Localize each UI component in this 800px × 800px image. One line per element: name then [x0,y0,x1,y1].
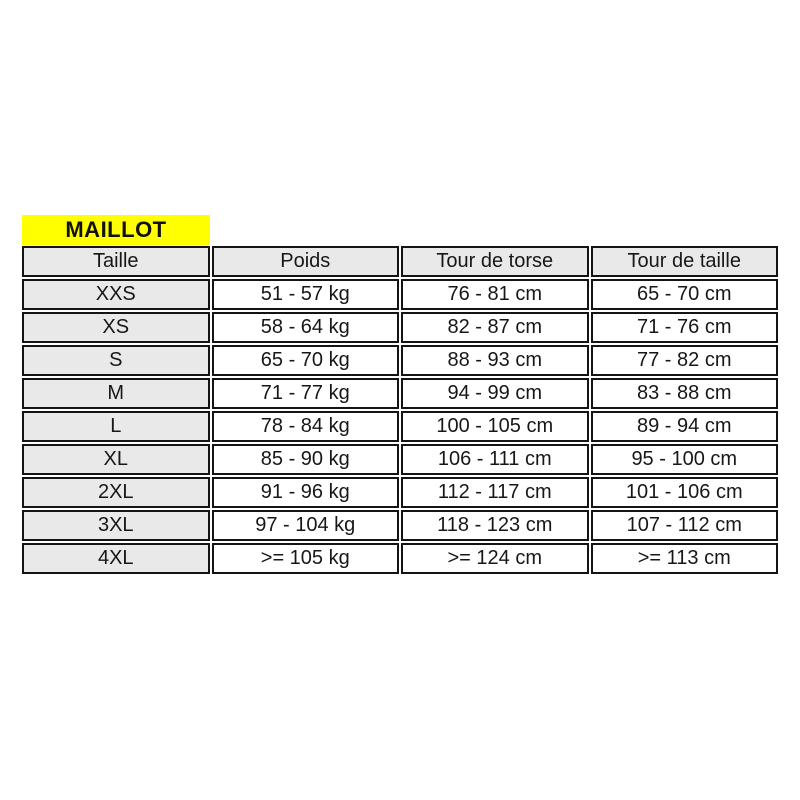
value-cell: 100 - 105 cm [401,411,589,442]
size-cell: 4XL [22,543,210,574]
size-cell: XL [22,444,210,475]
size-cell: M [22,378,210,409]
value-cell: 77 - 82 cm [591,345,779,376]
table-row [22,510,778,541]
value-cell: >= 124 cm [401,543,589,574]
table-row [22,378,778,409]
value-cell: 101 - 106 cm [591,477,779,508]
table-row [22,411,778,442]
size-cell: 3XL [22,510,210,541]
table-row [22,312,778,343]
header-cell-3: Tour de taille [591,246,779,277]
value-cell: 65 - 70 cm [591,279,779,310]
value-cell: 85 - 90 kg [212,444,400,475]
value-cell: 51 - 57 kg [212,279,400,310]
size-cell: XXS [22,279,210,310]
header-cell-1: Poids [212,246,400,277]
size-cell: XS [22,312,210,343]
header-cell-2: Tour de torse [401,246,589,277]
value-cell: 97 - 104 kg [212,510,400,541]
value-cell: 112 - 117 cm [401,477,589,508]
value-cell: 118 - 123 cm [401,510,589,541]
value-cell: 58 - 64 kg [212,312,400,343]
value-cell: 71 - 76 cm [591,312,779,343]
table-row [22,279,778,310]
table-row [22,444,778,475]
value-cell: 106 - 111 cm [401,444,589,475]
header-cell-0: Taille [22,246,210,277]
value-cell: 65 - 70 kg [212,345,400,376]
table-title: MAILLOT [22,215,210,245]
table-row [22,543,778,574]
value-cell: 76 - 81 cm [401,279,589,310]
size-cell: S [22,345,210,376]
value-cell: 88 - 93 cm [401,345,589,376]
header-row [22,246,778,277]
table-row [22,345,778,376]
table-row [22,477,778,508]
value-cell: 82 - 87 cm [401,312,589,343]
size-cell: 2XL [22,477,210,508]
value-cell: 78 - 84 kg [212,411,400,442]
value-cell: 94 - 99 cm [401,378,589,409]
value-cell: >= 113 cm [591,543,779,574]
size-chart-table [20,244,780,576]
value-cell: 83 - 88 cm [591,378,779,409]
value-cell: 107 - 112 cm [591,510,779,541]
size-cell: L [22,411,210,442]
value-cell: 89 - 94 cm [591,411,779,442]
value-cell: 95 - 100 cm [591,444,779,475]
size-chart [22,215,778,574]
value-cell: 91 - 96 kg [212,477,400,508]
value-cell: >= 105 kg [212,543,400,574]
value-cell: 71 - 77 kg [212,378,400,409]
